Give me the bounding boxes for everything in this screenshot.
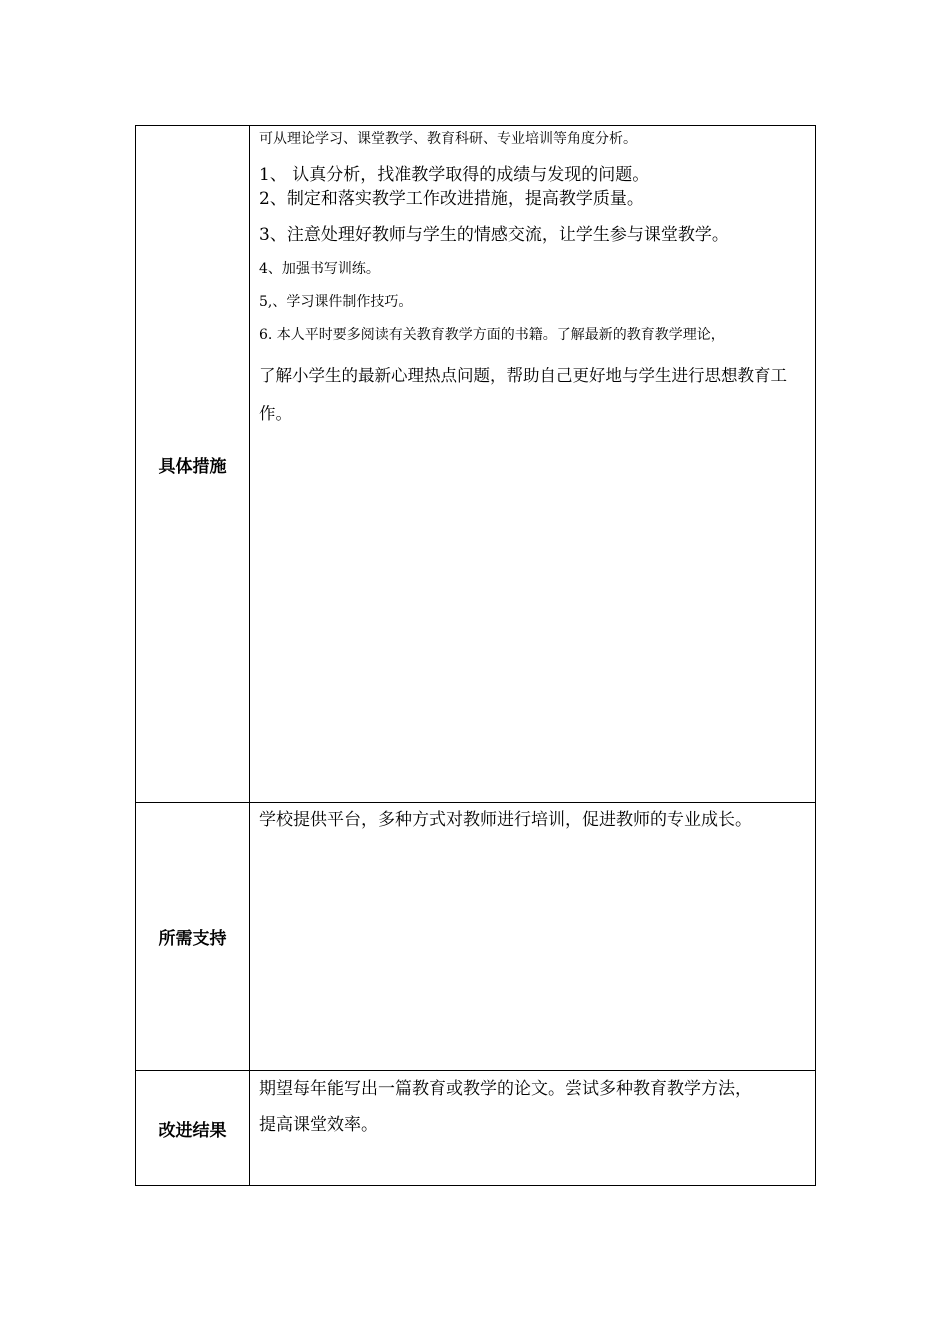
measure-item-6-line-2: 了解小学生的最新心理热点问题，帮助自己更好地与学生进行思想教育工	[259, 366, 787, 385]
measure-item-3: 3、注意处理好教师与学生的情感交流，让学生参与课堂教学。	[259, 225, 729, 245]
measure-item-1: 1、 认真分析，找准教学取得的成绩与发现的问题。	[259, 165, 650, 185]
measure-item-6-line-3: 作。	[259, 404, 292, 423]
row-specific-measures	[136, 126, 815, 803]
row-required-support	[136, 803, 815, 1071]
measure-item-4: 4、加强书写训练。	[259, 261, 380, 277]
measure-item-5: 5,、学习课件制作技巧。	[259, 294, 413, 310]
row-label-required-support: 所需支持	[136, 803, 250, 1070]
row-label-specific-measures: 具体措施	[136, 126, 250, 802]
row-content-required-support	[250, 803, 815, 1070]
result-text-line-1: 期望每年能写出一篇教育或教学的论文。尝试多种教育教学方法，	[259, 1079, 752, 1099]
measures-table	[135, 125, 816, 1186]
row-content-specific-measures	[250, 126, 815, 802]
measure-item-6-line-1: 6. 本人平时要多阅读有关教育教学方面的书籍。了解最新的教育教学理论，	[259, 327, 725, 343]
support-text-line: 学校提供平台，多种方式对教师进行培训，促进教师的专业成长。	[259, 810, 752, 830]
measure-item-2: 2、制定和落实教学工作改进措施，提高教学质量。	[259, 189, 644, 209]
measures-hint-line: 可从理论学习、课堂教学、教育科研、专业培训等角度分析。	[259, 131, 637, 147]
result-text-line-2: 提高课堂效率。	[259, 1115, 378, 1135]
row-label-improvement-result: 改进结果	[136, 1071, 250, 1185]
row-improvement-result	[136, 1071, 815, 1185]
row-content-improvement-result	[250, 1071, 815, 1185]
